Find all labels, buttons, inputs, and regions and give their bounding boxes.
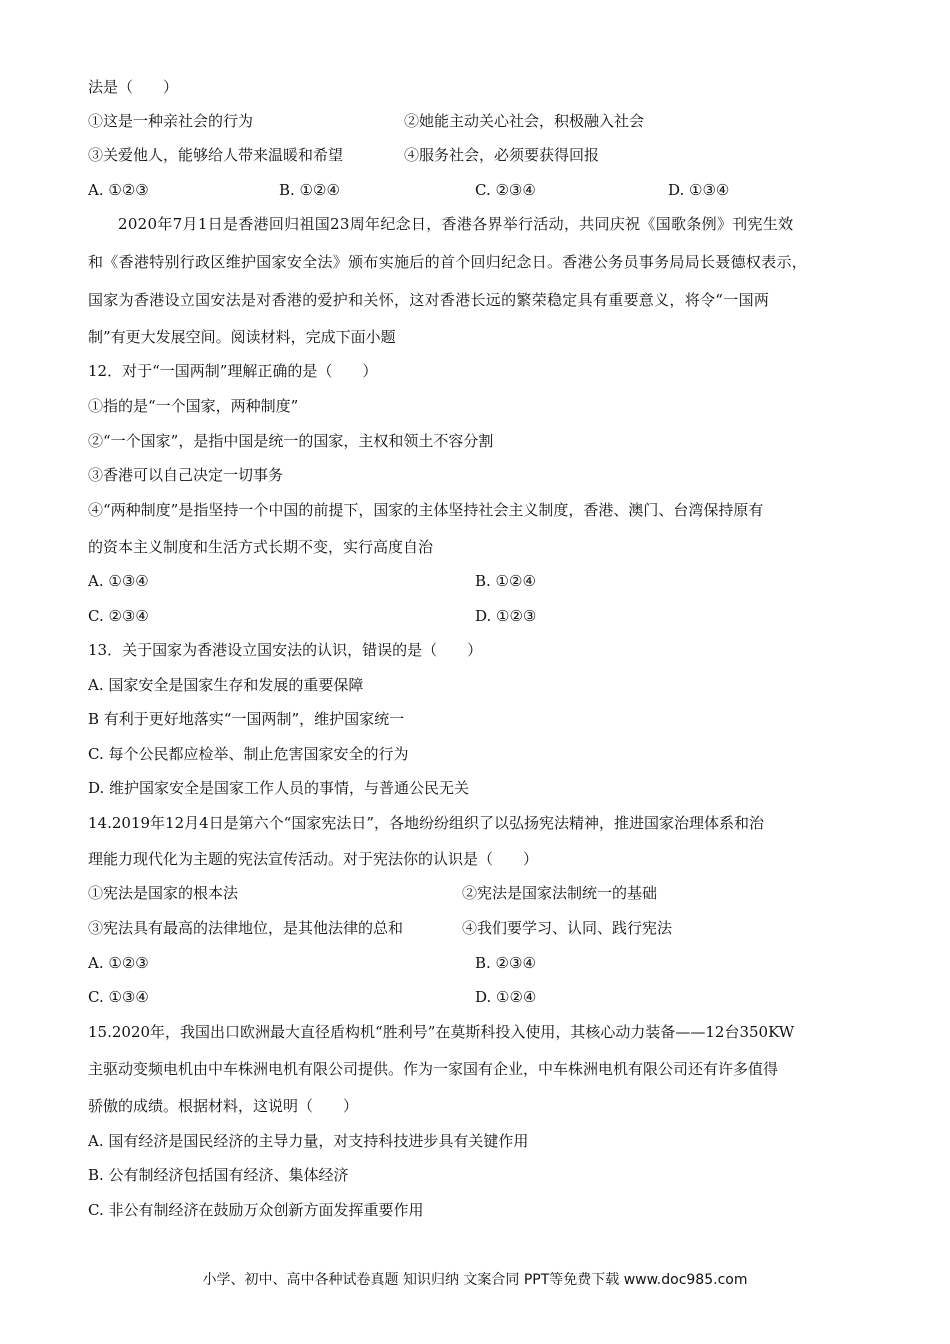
q15-choice-b: B. 公有制经济包括国有经济、集体经济 bbox=[88, 1166, 349, 1184]
q13-stem: 13．关于国家为香港设立国安法的认识，错误的是（ ） bbox=[88, 641, 483, 659]
q11-choice-d: D. ①③④ bbox=[668, 181, 730, 199]
q12-option-3: ③香港可以自己决定一切事务 bbox=[88, 466, 284, 484]
q11-choice-a: A. ①②③ bbox=[88, 181, 149, 199]
q15-stem-line-1: 15.2020年，我国出口欧洲最大直径盾构机“胜利号”在莫斯科投入使用，其核心动力装备——12台350KW bbox=[88, 1023, 795, 1041]
q14-choice-d: D. ①②④ bbox=[475, 988, 537, 1006]
q11-option-1: ①这是一种亲社会的行为 bbox=[88, 112, 254, 130]
q13-choice-a: A. 国家安全是国家生存和发展的重要保障 bbox=[88, 676, 364, 694]
q12-option-1: ①指的是“一个国家，两种制度” bbox=[88, 397, 299, 415]
q15-choice-c: C. 非公有制经济在鼓励万众创新方面发挥重要作用 bbox=[88, 1201, 424, 1219]
q11-stem-tail: 法是（ ） bbox=[88, 78, 179, 96]
q14-choice-a: A. ①②③ bbox=[88, 954, 149, 972]
passage-line-4: 制”有更大发展空间。阅读材料，完成下面小题 bbox=[88, 328, 396, 346]
q12-option-4-line-1: ④“两种制度”是指坚持一个中国的前提下，国家的主体坚持社会主义制度，香港、澳门、台湾保持原有 bbox=[88, 501, 764, 519]
q13-choice-b: B 有利于更好地落实“一国两制”，维护国家统一 bbox=[88, 710, 405, 728]
q12-choice-a: A. ①③④ bbox=[88, 572, 149, 590]
q14-option-3: ③宪法具有最高的法律地位，是其他法律的总和 bbox=[88, 919, 404, 937]
q12-choice-d: D. ①②③ bbox=[475, 607, 537, 625]
q14-choice-b: B. ②③④ bbox=[475, 954, 536, 972]
q13-choice-c: C. 每个公民都应检举、制止危害国家安全的行为 bbox=[88, 745, 409, 763]
q11-choice-b: B. ①②④ bbox=[279, 181, 340, 199]
q12-stem: 12．对于“一国两制”理解正确的是（ ） bbox=[88, 362, 378, 380]
footer-download-notice: 小学、初中、高中各种试卷真题 知识归纳 文案合同 PPT等免费下载 www.doc985.com bbox=[202, 1272, 748, 1288]
q12-choice-b: B. ①②④ bbox=[475, 572, 536, 590]
q13-choice-d: D. 维护国家安全是国家工作人员的事情，与普通公民无关 bbox=[88, 779, 470, 797]
q11-option-2: ②她能主动关心社会，积极融入社会 bbox=[404, 112, 645, 130]
q11-choice-c: C. ②③④ bbox=[475, 181, 536, 199]
q11-option-4: ④服务社会，必须要获得回报 bbox=[404, 146, 600, 164]
q15-choice-a: A. 国有经济是国民经济的主导力量，对支持科技进步具有关键作用 bbox=[88, 1132, 529, 1150]
q14-option-1: ①宪法是国家的根本法 bbox=[88, 884, 239, 902]
q15-stem-line-2: 主驱动变频电机由中车株洲电机有限公司提供。作为一家国有企业，中车株洲电机有限公司还有许多值得 bbox=[88, 1060, 779, 1078]
q14-stem-line-1: 14.2019年12月4日是第六个“国家宪法日”，各地纷纷组织了以弘扬宪法精神，推进国家治理体系和治 bbox=[88, 814, 765, 832]
q14-option-2: ②宪法是国家法制统一的基础 bbox=[462, 884, 658, 902]
q12-choice-c: C. ②③④ bbox=[88, 607, 149, 625]
q12-option-4-line-2: 的资本主义制度和生活方式长期不变，实行高度自治 bbox=[88, 538, 434, 556]
q14-stem-line-2: 理能力现代化为主题的宪法宣传活动。对于宪法你的认识是（ ） bbox=[88, 850, 539, 868]
q15-stem-line-3: 骄傲的成绩。根据材料，这说明（ ） bbox=[88, 1097, 359, 1115]
passage-line-1: 2020年7月1日是香港回归祖国23周年纪念日，香港各界举行活动，共同庆祝《国歌条例》刊宪生效 bbox=[118, 215, 794, 233]
q12-option-2: ②“一个国家”，是指中国是统一的国家，主权和领土不容分割 bbox=[88, 432, 494, 450]
q14-choice-c: C. ①③④ bbox=[88, 988, 149, 1006]
q11-option-3: ③关爱他人，能够给人带来温暖和希望 bbox=[88, 146, 344, 164]
passage-line-3: 国家为香港设立国安法是对香港的爱护和关怀，这对香港长远的繁荣稳定具有重要意义，将令“一国两 bbox=[88, 291, 770, 309]
q14-option-4: ④我们要学习、认同、践行宪法 bbox=[462, 919, 673, 937]
passage-line-2: 和《香港特别行政区维护国家安全法》颁布实施后的首个回归纪念日。香港公务员事务局局长聂德权表示， bbox=[88, 253, 808, 271]
